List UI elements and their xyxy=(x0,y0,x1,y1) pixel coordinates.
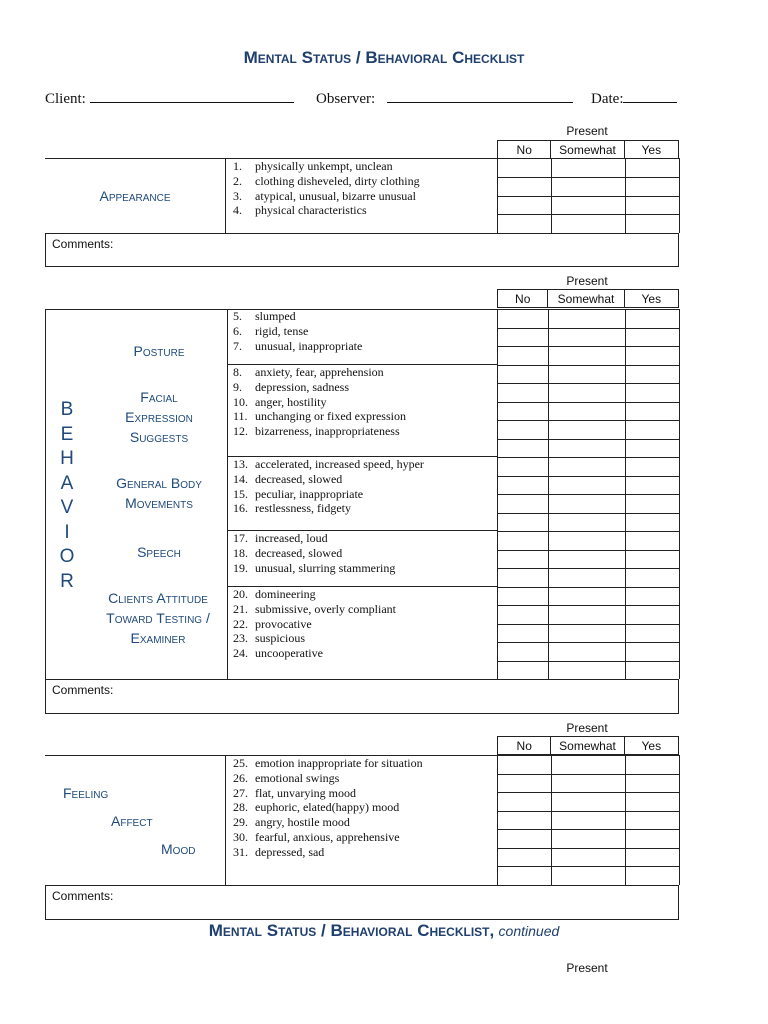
list-item xyxy=(233,395,406,410)
check-cell[interactable] xyxy=(549,551,625,569)
check-cell[interactable] xyxy=(626,662,679,680)
facial-line-3: Suggests xyxy=(129,429,189,445)
item-number: 21. xyxy=(233,601,248,616)
comments-box[interactable] xyxy=(45,233,679,267)
check-cell[interactable] xyxy=(549,329,625,347)
grid-line xyxy=(679,309,680,679)
item-text: physical characteristics xyxy=(255,203,367,218)
grid-line xyxy=(225,755,226,885)
check-cell[interactable] xyxy=(626,495,679,513)
list-item xyxy=(233,756,423,771)
comments-label: Comments: xyxy=(52,889,114,903)
check-cell[interactable] xyxy=(498,793,551,811)
list-item xyxy=(233,617,396,632)
col-no: No xyxy=(498,737,551,754)
grid-line xyxy=(45,309,46,679)
col-somewhat: Somewhat xyxy=(551,141,624,158)
item-text: suspicious xyxy=(255,631,306,646)
list-item xyxy=(233,159,420,174)
check-cell[interactable] xyxy=(626,812,679,830)
list-item xyxy=(233,365,406,380)
col-somewhat: Somewhat xyxy=(551,737,624,754)
attitude-line-3: Examiner xyxy=(130,630,186,646)
comments-label: Comments: xyxy=(52,683,114,697)
list-item xyxy=(233,771,423,786)
item-text: domineering xyxy=(255,587,316,601)
check-cell[interactable] xyxy=(498,403,548,421)
observer-line[interactable] xyxy=(387,89,573,103)
item-text: submissive, overly compliant xyxy=(255,601,396,616)
check-cell[interactable] xyxy=(549,384,625,402)
check-cell[interactable] xyxy=(626,849,679,867)
facial-line-2: Expression xyxy=(125,409,193,425)
client-field[interactable] xyxy=(45,89,294,108)
item-text: anger, hostility xyxy=(255,394,327,409)
comments-box[interactable] xyxy=(45,885,679,920)
item-text: fearful, anxious, apprehensive xyxy=(255,829,400,844)
list-item xyxy=(233,602,396,617)
body-line-1: General Body xyxy=(116,475,202,491)
list-item xyxy=(233,631,396,646)
check-cell[interactable] xyxy=(549,366,625,384)
check-cell[interactable] xyxy=(498,830,551,848)
item-text: unusual, slurring stammering xyxy=(255,560,396,575)
feeling-label: Feeling xyxy=(63,785,109,801)
item-text: physically unkempt, unclean xyxy=(255,159,393,173)
item-number: 31. xyxy=(233,844,248,859)
check-cell[interactable] xyxy=(552,775,625,793)
item-text: provocative xyxy=(255,616,312,631)
list-item xyxy=(233,174,420,189)
facial-expression-label xyxy=(92,387,226,447)
check-cell[interactable] xyxy=(552,793,625,811)
check-cell[interactable] xyxy=(626,440,679,458)
check-cell[interactable] xyxy=(549,569,625,587)
posture-label: Posture xyxy=(133,343,185,359)
appearance-label: Appearance xyxy=(99,188,171,204)
check-cell[interactable] xyxy=(498,215,551,233)
item-number: 1. xyxy=(233,159,242,173)
column-header xyxy=(497,289,679,308)
check-cell[interactable] xyxy=(552,867,625,885)
posture-items xyxy=(233,309,362,353)
list-item xyxy=(233,845,423,860)
item-text: angry, hostile mood xyxy=(255,815,350,830)
item-number: 5. xyxy=(233,309,242,323)
check-cell[interactable] xyxy=(498,551,548,569)
item-text: uncooperative xyxy=(255,646,323,661)
list-item xyxy=(233,587,396,602)
item-number: 28. xyxy=(233,800,248,815)
check-cell[interactable] xyxy=(498,477,548,495)
col-yes: Yes xyxy=(641,738,662,753)
check-cell[interactable] xyxy=(549,625,625,643)
check-cell[interactable] xyxy=(549,440,625,458)
check-cell[interactable] xyxy=(498,366,548,384)
check-cell[interactable] xyxy=(626,421,679,439)
item-number: 9. xyxy=(233,379,242,394)
item-text: peculiar, inappropriate xyxy=(255,486,364,501)
check-cell[interactable] xyxy=(498,310,548,328)
present-label: Present xyxy=(566,124,608,138)
item-text: rigid, tense xyxy=(255,323,309,338)
check-cell[interactable] xyxy=(498,662,548,680)
check-cell[interactable] xyxy=(549,310,625,328)
item-number: 18. xyxy=(233,545,248,560)
vertical-letter: E xyxy=(60,423,74,445)
grid-line xyxy=(225,158,226,233)
item-number: 16. xyxy=(233,501,248,516)
attitude-line-1: Clients Attitude xyxy=(108,590,208,606)
check-cell[interactable] xyxy=(498,606,548,624)
attitude-line-2: Toward Testing / xyxy=(106,610,210,626)
list-item xyxy=(233,380,406,395)
check-cell[interactable] xyxy=(498,421,548,439)
date-line[interactable] xyxy=(623,89,677,103)
item-text: emotional swings xyxy=(255,770,340,785)
check-cell[interactable] xyxy=(549,662,625,680)
vertical-letter: I xyxy=(64,521,70,543)
list-item xyxy=(233,339,362,354)
column-header xyxy=(497,736,679,755)
attitude-items xyxy=(233,587,396,661)
column-header xyxy=(497,140,679,159)
client-label: Client: xyxy=(45,91,86,107)
check-cell[interactable] xyxy=(549,421,625,439)
check-cell[interactable] xyxy=(626,756,679,774)
check-cell[interactable] xyxy=(626,625,679,643)
list-item xyxy=(233,457,424,472)
item-text: slumped xyxy=(255,309,296,323)
item-number: 13. xyxy=(233,457,248,471)
item-number: 4. xyxy=(233,203,242,218)
check-cell[interactable] xyxy=(549,495,625,513)
check-cell[interactable] xyxy=(498,495,548,513)
check-cell[interactable] xyxy=(552,830,625,848)
date-field[interactable] xyxy=(591,89,677,108)
list-item xyxy=(233,324,362,339)
body-movements-label xyxy=(92,473,226,513)
item-text: bizarreness, inappropriateness xyxy=(255,424,400,439)
item-number: 12. xyxy=(233,424,248,439)
list-item xyxy=(233,409,406,424)
present-label: Present xyxy=(566,721,608,735)
check-cell[interactable] xyxy=(626,569,679,587)
list-item xyxy=(233,800,423,815)
list-item xyxy=(233,561,395,576)
item-text: atypical, unusual, bizarre unusual xyxy=(255,188,416,203)
check-cell[interactable] xyxy=(626,532,679,550)
feeling-items xyxy=(233,756,423,860)
check-cell[interactable] xyxy=(626,329,679,347)
facial-line-1: Facial xyxy=(140,389,178,405)
check-cell[interactable] xyxy=(626,514,679,532)
item-text: emotion inappropriate for situation xyxy=(255,756,423,770)
check-cell[interactable] xyxy=(626,178,679,196)
check-cell[interactable] xyxy=(626,551,679,569)
item-text: unusual, inappropriate xyxy=(255,338,363,353)
vertical-letter: R xyxy=(60,570,74,592)
list-item xyxy=(233,472,424,487)
list-item xyxy=(233,815,423,830)
check-cell[interactable] xyxy=(498,625,548,643)
item-number: 26. xyxy=(233,770,248,785)
continued-title xyxy=(0,921,768,941)
list-item xyxy=(233,487,424,502)
attitude-label xyxy=(88,588,228,648)
check-cell[interactable] xyxy=(552,756,625,774)
list-item xyxy=(233,501,424,516)
list-item xyxy=(233,830,423,845)
check-cell[interactable] xyxy=(498,643,548,661)
vertical-letter: A xyxy=(60,472,74,494)
check-cell[interactable] xyxy=(498,849,551,867)
check-cell[interactable] xyxy=(549,458,625,476)
list-item xyxy=(233,203,420,218)
comments-box[interactable] xyxy=(45,679,679,714)
check-cell[interactable] xyxy=(549,606,625,624)
check-cell[interactable] xyxy=(626,643,679,661)
check-cell[interactable] xyxy=(626,793,679,811)
continued-title-main: Mental Status / Behavioral Checklist, xyxy=(208,921,495,940)
date-label: Date: xyxy=(591,91,624,107)
item-text: decreased, slowed xyxy=(255,471,343,486)
item-text: depression, sadness xyxy=(255,379,349,394)
mood-label: Mood xyxy=(161,841,196,857)
body-line-2: Movements xyxy=(125,495,193,511)
check-cell[interactable] xyxy=(626,215,679,233)
affect-label: Affect xyxy=(111,813,153,829)
behavior-vertical-label xyxy=(52,398,82,594)
check-cell[interactable] xyxy=(552,812,625,830)
check-cell[interactable] xyxy=(549,477,625,495)
check-cell[interactable] xyxy=(498,197,551,215)
check-cell[interactable] xyxy=(552,215,625,233)
check-cell[interactable] xyxy=(549,514,625,532)
item-text: decreased, slowed xyxy=(255,545,343,560)
item-number: 25. xyxy=(233,756,248,770)
item-number: 24. xyxy=(233,646,248,661)
item-number: 23. xyxy=(233,631,248,646)
check-cell[interactable] xyxy=(498,588,548,606)
check-cell[interactable] xyxy=(626,403,679,421)
check-cell[interactable] xyxy=(498,384,548,402)
check-cell[interactable] xyxy=(549,347,625,365)
check-cell[interactable] xyxy=(498,532,548,550)
item-number: 15. xyxy=(233,486,248,501)
check-cell[interactable] xyxy=(552,159,625,177)
observer-label: Observer: xyxy=(316,91,376,107)
check-cell[interactable] xyxy=(498,775,551,793)
check-cell[interactable] xyxy=(498,569,548,587)
item-number: 17. xyxy=(233,531,248,545)
check-cell[interactable] xyxy=(549,403,625,421)
check-cell[interactable] xyxy=(498,178,551,196)
continued-title-suffix: continued xyxy=(498,923,560,939)
item-number: 6. xyxy=(233,323,242,338)
check-cell[interactable] xyxy=(626,197,679,215)
item-text: unchanging or fixed expression xyxy=(255,409,406,424)
list-item xyxy=(233,546,395,561)
check-cell[interactable] xyxy=(626,159,679,177)
appearance-items xyxy=(233,159,420,218)
present-label: Present xyxy=(566,274,608,288)
check-cell[interactable] xyxy=(498,159,551,177)
item-number: 19. xyxy=(233,560,248,575)
item-number: 30. xyxy=(233,829,248,844)
check-cell[interactable] xyxy=(626,867,679,885)
check-cell[interactable] xyxy=(626,606,679,624)
check-cell[interactable] xyxy=(498,514,548,532)
list-item xyxy=(233,786,423,801)
check-cell[interactable] xyxy=(626,347,679,365)
check-cell[interactable] xyxy=(626,775,679,793)
grid-line xyxy=(679,755,680,885)
item-number: 27. xyxy=(233,785,248,800)
list-item xyxy=(233,646,396,661)
body-items xyxy=(233,457,424,516)
item-number: 8. xyxy=(233,365,242,379)
list-item xyxy=(233,531,395,546)
check-cell[interactable] xyxy=(498,329,548,347)
check-cell[interactable] xyxy=(498,867,551,885)
page-title: Mental Status / Behavioral Checklist xyxy=(243,48,525,67)
item-text: depressed, sad xyxy=(255,844,325,859)
check-cell[interactable] xyxy=(549,588,625,606)
vertical-letter: V xyxy=(60,497,74,518)
col-yes: Yes xyxy=(641,291,662,306)
check-cell[interactable] xyxy=(626,310,679,328)
col-no: No xyxy=(498,290,548,307)
col-yes: Yes xyxy=(641,142,662,157)
list-item xyxy=(233,309,362,324)
check-cell[interactable] xyxy=(498,440,548,458)
item-number: 2. xyxy=(233,173,242,188)
item-text: euphoric, elated(happy) mood xyxy=(255,800,400,815)
check-cell[interactable] xyxy=(498,458,548,476)
item-number: 10. xyxy=(233,394,248,409)
client-line[interactable] xyxy=(90,89,294,103)
check-cell[interactable] xyxy=(626,588,679,606)
col-somewhat: Somewhat xyxy=(548,290,624,307)
check-cell[interactable] xyxy=(552,849,625,867)
item-number: 11. xyxy=(233,409,248,424)
check-cell[interactable] xyxy=(626,830,679,848)
speech-items xyxy=(233,531,395,575)
col-no: No xyxy=(498,141,551,158)
check-cell[interactable] xyxy=(498,347,548,365)
item-number: 29. xyxy=(233,815,248,830)
check-cell[interactable] xyxy=(626,477,679,495)
item-text: restlessness, fidgety xyxy=(255,501,351,516)
list-item xyxy=(233,424,406,439)
item-text: accelerated, increased speed, hyper xyxy=(255,457,424,471)
facial-items xyxy=(233,365,406,439)
vertical-letter: B xyxy=(60,399,74,420)
item-number: 22. xyxy=(233,616,248,631)
check-cell[interactable] xyxy=(552,178,625,196)
vertical-letter: H xyxy=(60,448,74,469)
speech-label: Speech xyxy=(137,544,181,560)
vertical-letter: O xyxy=(59,546,75,567)
check-cell[interactable] xyxy=(626,366,679,384)
item-text: anxiety, fear, apprehension xyxy=(255,365,384,379)
item-number: 7. xyxy=(233,338,242,353)
item-text: clothing disheveled, dirty clothing xyxy=(255,173,420,188)
comments-label: Comments: xyxy=(52,237,114,251)
check-cell[interactable] xyxy=(626,384,679,402)
check-cell[interactable] xyxy=(552,197,625,215)
check-cell[interactable] xyxy=(498,812,551,830)
present-label: Present xyxy=(566,961,608,975)
item-text: flat, unvarying mood xyxy=(255,785,356,800)
check-cell[interactable] xyxy=(549,532,625,550)
item-number: 3. xyxy=(233,188,242,203)
list-item xyxy=(233,189,420,204)
check-cell[interactable] xyxy=(626,458,679,476)
item-text: increased, loud xyxy=(255,531,328,545)
item-number: 14. xyxy=(233,471,248,486)
item-number: 20. xyxy=(233,587,248,601)
check-cell[interactable] xyxy=(549,643,625,661)
check-cell[interactable] xyxy=(498,756,551,774)
grid-line xyxy=(679,158,680,233)
observer-field[interactable] xyxy=(316,89,573,108)
